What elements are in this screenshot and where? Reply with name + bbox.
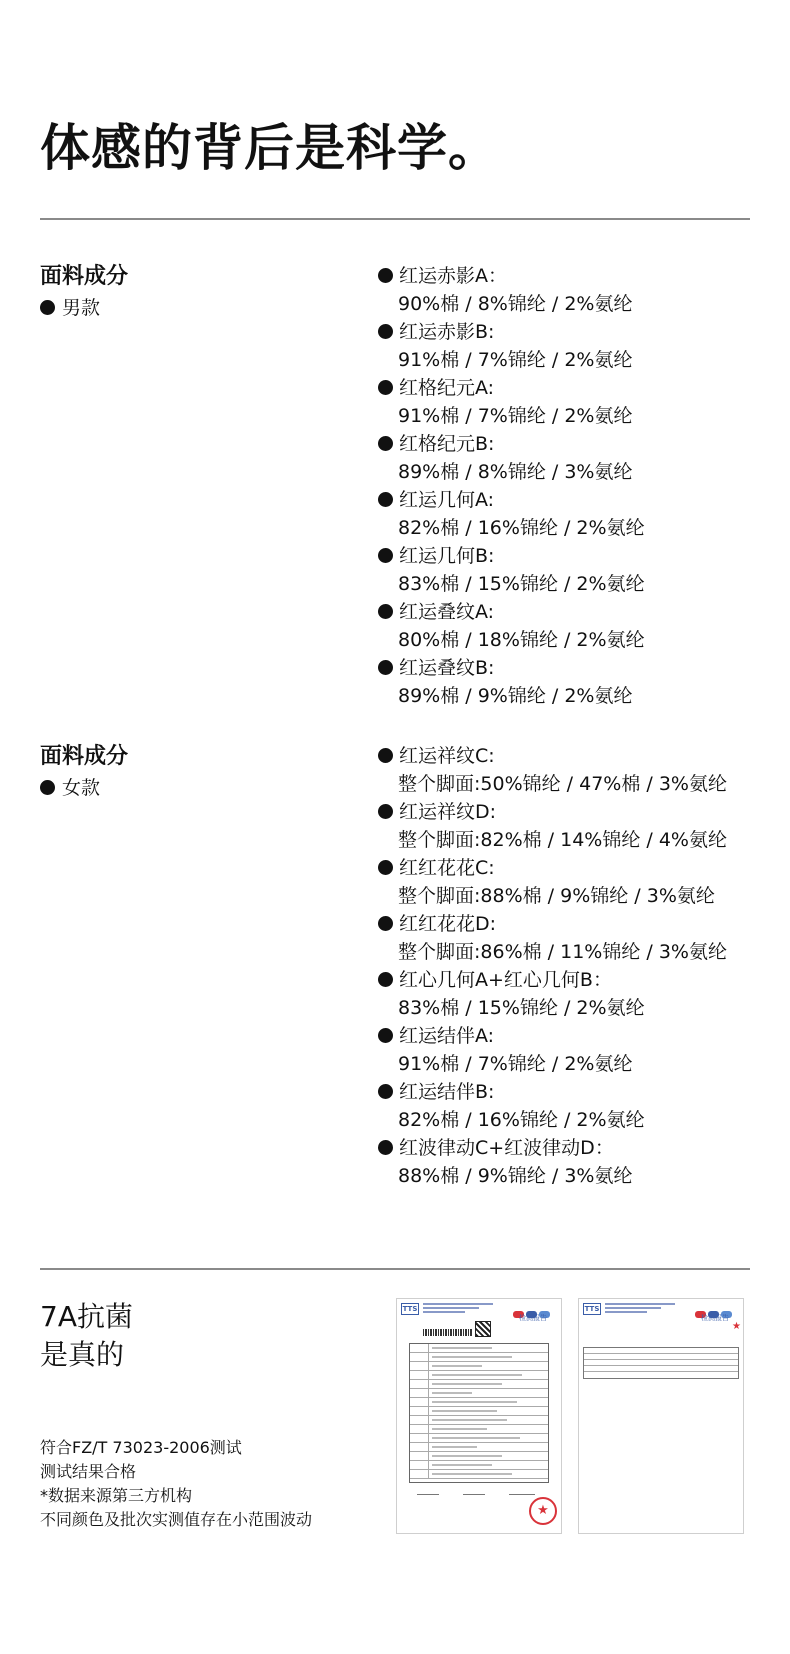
divider-bottom [40, 1268, 750, 1270]
fabric-list-item [398, 1022, 790, 1078]
product-name [378, 1134, 790, 1162]
qr-code-icon [475, 1321, 491, 1337]
bullet-icon [378, 1084, 393, 1099]
certification-badges [513, 1303, 553, 1311]
fabric-list-item [398, 966, 790, 1022]
product-name-text: 红格纪元A: [399, 377, 495, 399]
certification-badges [695, 1303, 735, 1311]
antibacterial-title-line1: 7A抗菌 [40, 1300, 133, 1333]
product-name-text: 红格纪元B: [399, 433, 495, 455]
bullet-icon [378, 548, 393, 563]
test-report-page-2 [578, 1298, 744, 1534]
bullet-icon [378, 436, 393, 451]
fabric-list-item [398, 1134, 790, 1190]
fabric-list-item [398, 430, 790, 486]
report-table-row [410, 1425, 548, 1434]
fabric-list-item [398, 598, 790, 654]
product-name-text: 红运赤影A： [399, 265, 507, 287]
bullet-icon [378, 380, 393, 395]
bullet-icon [378, 972, 393, 987]
tts-logo: TTS [402, 1305, 418, 1313]
product-name [378, 742, 790, 770]
fabric-composition: 90%棉 / 8%锦纶 / 2%氨纶 [398, 293, 633, 315]
bullet-icon [378, 916, 393, 931]
report-table-row [410, 1443, 548, 1452]
product-name-text: 红红花花D: [399, 913, 497, 935]
report-title: 检测报告 [701, 1314, 729, 1322]
fabric-composition: 88%棉 / 9%锦纶 / 3%氨纶 [398, 1165, 633, 1187]
fabric-list-item [398, 742, 790, 798]
men-label-text: 男款 [62, 297, 101, 319]
fabric-composition: 89%棉 / 9%锦纶 / 2%氨纶 [398, 685, 633, 707]
fabric-composition: 82%棉 / 16%锦纶 / 2%氨纶 [398, 1109, 645, 1131]
product-name [378, 374, 790, 402]
signature [417, 1489, 439, 1495]
product-name [378, 1022, 790, 1050]
note-line: 测试结果合格 [40, 1462, 137, 1481]
bullet-icon [378, 660, 393, 675]
fabric-composition: 整个脚面:88%棉 / 9%锦纶 / 3%氨纶 [398, 885, 715, 907]
report-table-row [410, 1380, 548, 1389]
report-table-row [410, 1389, 548, 1398]
product-name-text: 红运叠纹B: [399, 657, 495, 679]
fabric-list-item [398, 374, 790, 430]
bullet-icon [378, 492, 393, 507]
antibacterial-title-line2: 是真的 [40, 1338, 125, 1371]
product-name [378, 910, 790, 938]
report-table-row [410, 1362, 548, 1371]
divider-top [40, 218, 750, 220]
product-name [378, 854, 790, 882]
red-seal-stamp-icon [529, 1497, 557, 1525]
bullet-icon [378, 604, 393, 619]
product-name-text: 红心几何A+红心几何B： [399, 969, 612, 991]
product-name-text: 红红花花C: [399, 857, 495, 879]
fabric-list-item [398, 542, 790, 598]
fabric-composition: 80%棉 / 18%锦纶 / 2%氨纶 [398, 629, 645, 651]
note-line: 不同颜色及批次实测值存在小范围波动 [40, 1510, 313, 1529]
product-name [378, 262, 790, 290]
men-section-label [40, 294, 128, 322]
product-name [378, 430, 790, 458]
product-name-text: 红波律动C+红波律动D： [399, 1137, 614, 1159]
red-star-icon: ★ [732, 1321, 741, 1332]
fabric-composition: 91%棉 / 7%锦纶 / 2%氨纶 [398, 1053, 633, 1075]
report-table-row [410, 1434, 548, 1443]
women-label-text: 女款 [62, 777, 101, 799]
report-table-row [410, 1407, 548, 1416]
bullet-icon [378, 1140, 393, 1155]
bullet-icon [378, 1028, 393, 1043]
product-name-text: 红运结伴A: [399, 1025, 495, 1047]
product-name-text: 红运几何A: [399, 489, 495, 511]
report-table-row [410, 1416, 548, 1425]
men-fabric-list [398, 262, 790, 710]
women-fabric-list [398, 742, 790, 1190]
report-table [409, 1343, 549, 1483]
note-line: *数据来源第三方机构 [40, 1486, 193, 1505]
bullet-icon [378, 860, 393, 875]
women-section-label [40, 774, 128, 802]
signature [509, 1489, 535, 1495]
report-table-row [410, 1452, 548, 1461]
bullet-icon [378, 324, 393, 339]
product-name [378, 486, 790, 514]
fabric-list-item [398, 854, 790, 910]
fabric-composition: 整个脚面:82%棉 / 14%锦纶 / 4%氨纶 [398, 829, 727, 851]
product-name-text: 红运祥纹C: [399, 745, 495, 767]
note-line: 符合FZ/T 73023-2006测试 [40, 1438, 242, 1457]
page-title: 体感的背后是科学。 [40, 119, 499, 177]
men-section-heading: 面料成分 [40, 264, 129, 289]
product-name [378, 1078, 790, 1106]
report-title: 检测报告 [519, 1314, 547, 1322]
report-table-row [410, 1353, 548, 1362]
test-report-page-1 [396, 1298, 562, 1534]
bullet-icon [378, 748, 393, 763]
fabric-list-item [398, 318, 790, 374]
product-name-text: 红运赤影B: [399, 321, 495, 343]
antibacterial-title [40, 1298, 133, 1374]
fabric-composition: 83%棉 / 15%锦纶 / 2%氨纶 [398, 997, 645, 1019]
fabric-composition: 91%棉 / 7%锦纶 / 2%氨纶 [398, 349, 633, 371]
product-name-text: 红运祥纹D: [399, 801, 497, 823]
product-name [378, 966, 790, 994]
antibacterial-notes [40, 1436, 312, 1532]
fabric-composition: 整个脚面:50%锦纶 / 47%棉 / 3%氨纶 [398, 773, 727, 795]
fabric-list-item [398, 1078, 790, 1134]
fabric-list-item [398, 798, 790, 854]
fabric-composition: 整个脚面:86%棉 / 11%锦纶 / 3%氨纶 [398, 941, 727, 963]
product-name-text: 红运叠纹A: [399, 601, 495, 623]
fabric-list-item [398, 486, 790, 542]
report-table-row [410, 1371, 548, 1380]
fabric-composition: 91%棉 / 7%锦纶 / 2%氨纶 [398, 405, 633, 427]
fabric-list-item [398, 654, 790, 710]
product-name [378, 598, 790, 626]
barcode-icon [423, 1329, 473, 1336]
women-section-header [40, 742, 128, 802]
product-name [378, 318, 790, 346]
fabric-list-item [398, 910, 790, 966]
bullet-icon [40, 780, 55, 795]
report-header-text [423, 1303, 493, 1315]
signature [463, 1489, 485, 1495]
report-table-row [410, 1461, 548, 1470]
report-table-row [410, 1470, 548, 1479]
bullet-icon [40, 300, 55, 315]
bullet-icon [378, 268, 393, 283]
tts-logo: TTS [584, 1305, 600, 1313]
report-result-table [583, 1347, 739, 1379]
product-name-text: 红运几何B: [399, 545, 495, 567]
bullet-icon [378, 804, 393, 819]
product-name [378, 798, 790, 826]
fabric-composition: 83%棉 / 15%锦纶 / 2%氨纶 [398, 573, 645, 595]
product-name-text: 红运结伴B: [399, 1081, 495, 1103]
product-name [378, 654, 790, 682]
fabric-list-item [398, 262, 790, 318]
fabric-composition: 82%棉 / 16%锦纶 / 2%氨纶 [398, 517, 645, 539]
fabric-composition: 89%棉 / 8%锦纶 / 3%氨纶 [398, 461, 633, 483]
women-section-heading: 面料成分 [40, 744, 129, 769]
product-name [378, 542, 790, 570]
report-table-row [410, 1398, 548, 1407]
report-table-row [410, 1344, 548, 1353]
report-header-text [605, 1303, 675, 1315]
men-section-header [40, 262, 128, 322]
